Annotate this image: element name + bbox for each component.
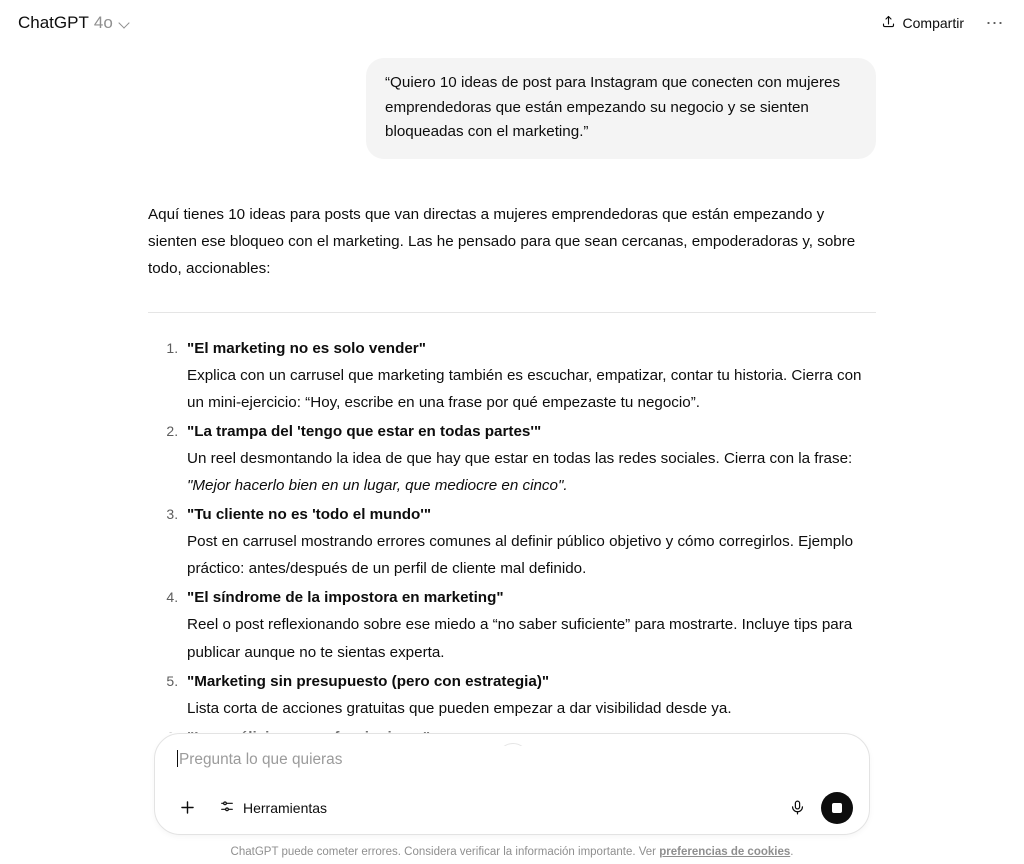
app-header <box>0 0 1024 46</box>
prompt-input[interactable] <box>171 748 853 774</box>
header-actions <box>871 8 1010 38</box>
idea-title: "El síndrome de la impostora en marketing" <box>187 589 504 607</box>
list-item <box>182 418 876 499</box>
list-item <box>182 668 876 722</box>
tools-button[interactable] <box>209 792 337 823</box>
tools-icon <box>219 798 235 817</box>
composer-area <box>0 733 1024 864</box>
tools-button-label: Herramientas <box>243 799 328 816</box>
idea-body: Explica con un carrusel que marketing también es escuchar, empatizar, contar tu historia. Cierra con un mini-ejercicio: “Hoy, escribe en una frase por qué empezaste tu negocio”. <box>187 367 862 412</box>
stop-icon <box>832 803 842 813</box>
text-caret <box>177 750 178 767</box>
list-item <box>182 584 876 665</box>
idea-title: "El marketing no es solo vender" <box>187 340 426 358</box>
plus-icon <box>178 798 197 817</box>
share-icon <box>881 14 896 32</box>
ideas-list <box>148 335 876 746</box>
assistant-message <box>148 201 876 746</box>
idea-body: Post en carrusel mostrando errores comunes al definir público objetivo y cómo corregirlos. Ejemplo práctico: antes/después de un perfil de cliente mal definido. <box>187 533 854 578</box>
composer[interactable] <box>154 733 870 835</box>
idea-body: Lista corta de acciones gratuitas que pueden empezar a dar visibilidad desde ya. <box>187 699 732 717</box>
share-button[interactable] <box>871 8 974 38</box>
composer-left-actions <box>171 792 337 824</box>
disclaimer-prefix: ChatGPT puede cometer errores. Considera verificar la información importante. Ver <box>230 845 660 858</box>
chevron-down-icon <box>119 18 130 29</box>
attach-button[interactable] <box>171 792 203 824</box>
assistant-intro-paragraph: Aquí tienes 10 ideas para posts que van directas a mujeres emprendedoras que están empezando y sienten ese bloqueo con el marketing. Las he pensado para que sean cercanas, empoderadoras y, sobre todo, accionables: <box>148 205 856 277</box>
idea-title: "Tu cliente no es 'todo el mundo'" <box>187 506 432 524</box>
idea-title: "La trampa del 'tengo que estar en todas partes'" <box>187 423 542 441</box>
composer-toolbar <box>171 792 853 824</box>
message-thread <box>148 46 876 746</box>
idea-title: "Marketing sin presupuesto (pero con estrategia)" <box>187 672 550 690</box>
user-message-row <box>148 58 876 159</box>
idea-body: Reel o post reflexionando sobre ese miedo a “no saber suficiente” para mostrarte. Incluye tips para publicar aunque no te sientas experta. <box>187 616 853 661</box>
idea-body-italic: "Mejor hacerlo bien en un lugar, que mediocre en cinco". <box>187 477 568 495</box>
share-button-label: Compartir <box>902 15 964 31</box>
list-item <box>182 501 876 582</box>
microphone-icon <box>789 799 806 816</box>
idea-body: Un reel desmontando la idea de que hay que estar en todas las redes sociales. Cierra con la frase: <box>187 450 853 468</box>
composer-right-actions <box>781 792 853 824</box>
disclaimer-suffix: . <box>790 845 794 858</box>
conversation-scroll-area[interactable] <box>0 46 1024 746</box>
cookie-preferences-link[interactable]: preferencias de cookies <box>659 845 791 858</box>
disclaimer-note <box>0 844 1024 860</box>
model-variant: 4o <box>93 13 113 32</box>
content-divider <box>148 312 876 313</box>
list-item <box>182 335 876 416</box>
model-name: ChatGPT <box>18 13 89 32</box>
prompt-placeholder: Pregunta lo que quieras <box>179 750 343 768</box>
more-icon: ⋯ <box>985 12 1005 33</box>
stop-generating-button[interactable] <box>821 792 853 824</box>
microphone-button[interactable] <box>781 792 813 824</box>
user-message-bubble: “Quiero 10 ideas de post para Instagram que conecten con mujeres emprendedoras que están empezando su negocio y se sienten bloqueadas con el marketing.” <box>366 58 876 159</box>
model-switcher[interactable] <box>10 9 138 37</box>
more-options-button[interactable] <box>980 8 1010 38</box>
